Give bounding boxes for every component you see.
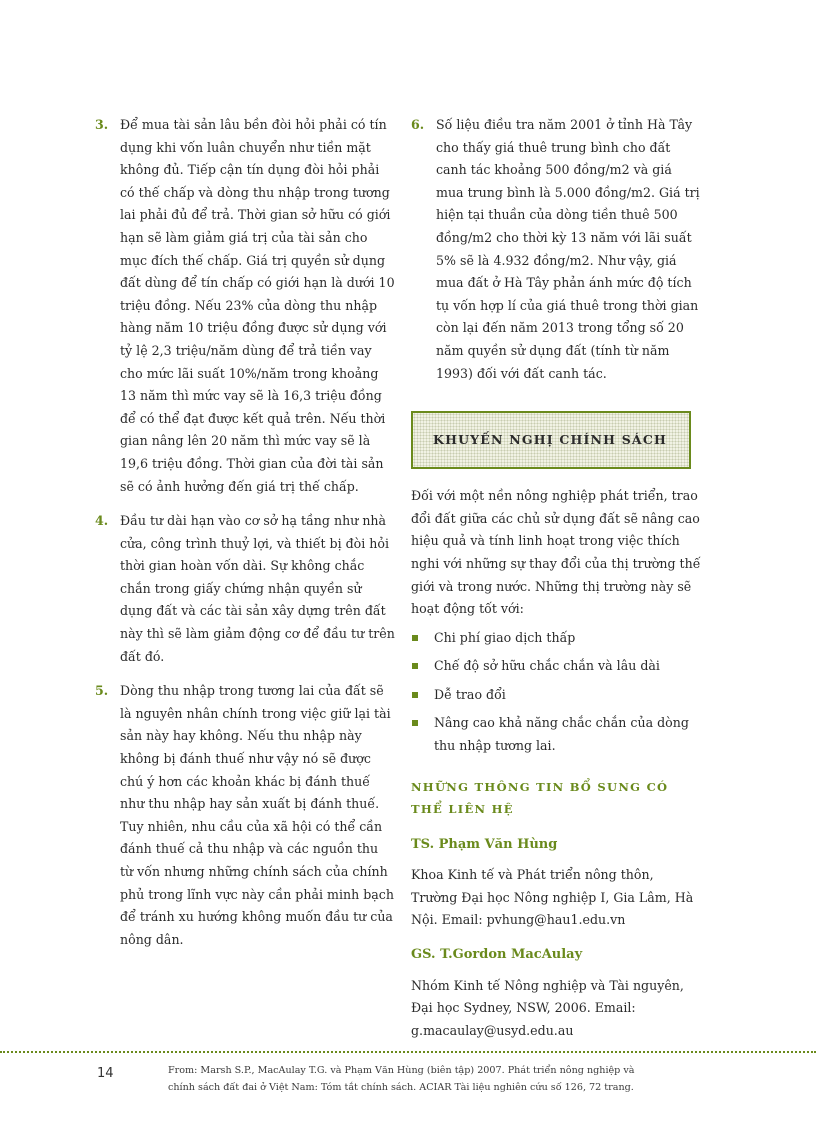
left-column: [95, 114, 395, 963]
recommendation-intro: Đối với một nền nông nghiệp phát triển, trao đổi đất giữa các chủ sử dụng đất sẽ nâng cao hiệu quả và tính linh hoạt trong việc thích nghi với những sự thay đổi của thị trường thế giới và trong nước. Những thị trường này sẽ hoạt động tốt với:: [411, 488, 701, 617]
numbered-item-6: [411, 114, 701, 385]
contact-detail: Khoa Kinh tế và Phát triển nông thôn, Trường Đại học Nông nghiệp I, Gia Lâm, Hà Nội. Email: pvhung@hau1.edu.vn: [411, 867, 694, 928]
list-item-text: Nâng cao khả năng chắc chắn của dòng thu nhập tương lai.: [434, 715, 689, 754]
item-number: 3.: [95, 117, 109, 132]
right-column: [411, 114, 701, 1054]
footer-citation: From: Marsh S.P., MacAulay T.G. và Phạm Văn Hùng (biên tập) 2007. Phát triển nông nghiệp và chính sách đất đai ở Việt Nam: Tóm tắt chính sách. ACIAR Tài liệu nghiên cứu số 126, 72 trang.: [168, 1065, 635, 1093]
list-item-text: Chi phí giao dịch thấp: [434, 629, 576, 645]
numbered-item-5: [95, 680, 395, 951]
item-text: Dòng thu nhập trong tương lai của đất sẽ là nguyên nhân chính trong việc giữ lại tài sản này hay không. Nếu thu nhập này không bị đánh thuế như vậy nó sẽ được chú ý hơn các khoản khác bị đánh thuế như thu nhập hay sản xuất bị đánh thuế. Tuy nhiên, nhu cầu của xã hội có thể cần đánh thuế cả thu nhập và các nguồn thu từ vốn nhưng những chính sách của chính phủ trong lĩnh vực này cần phải minh bạch để tránh xu hướng không muốn đầu tư của nông dân.: [120, 683, 394, 947]
footer-divider: [0, 1051, 816, 1053]
page-number: 14: [97, 1066, 114, 1081]
square-bullet-icon: [412, 635, 418, 641]
item-text: Đầu tư dài hạn vào cơ sở hạ tầng như nhà cửa, công trình thuỷ lợi, và thiết bị đòi hỏi thời gian hoàn vốn dài. Sự không chắc chắn trong giấy chứng nhận quyền sử dụng đất và các tài sản xây dựng trên đất này thì sẽ làm giảm động cơ để đầu tư trên đất đó.: [120, 513, 395, 664]
list-item: [411, 712, 701, 757]
recommendation-list: [411, 627, 701, 758]
item-number: 4.: [95, 513, 109, 529]
square-bullet-icon: [412, 692, 418, 698]
item-number: 6.: [411, 117, 425, 132]
square-bullet-icon: [412, 720, 418, 726]
contact-name-gordon-macaulay: GS. T.Gordon MacAulay: [411, 947, 583, 963]
item-text: Số liệu điều tra năm 2001 ở tỉnh Hà Tây cho thấy giá thuê trung bình cho đất canh tác khoảng 500 đồng/m2 và giá mua trung bình là 5.000 đồng/m2. Giá trị hiện tại thuần của dòng tiền thuê 500 đồng/m2 cho thời kỳ 13 năm với lãi suất 5% sẽ là 4.932 đồng/m2. Như vậy, giá mua đất ở Hà Tây phản ánh mức độ tích tụ vốn hợp lí của giá thuê trong thời gian còn lại đến năm 2013 trong tổng số 20 năm quyền sử dụng đất (tính từ năm 1993) đối với đất canh tác.: [436, 117, 700, 381]
square-bullet-icon: [412, 663, 418, 669]
list-item: [411, 627, 701, 650]
list-item-text: Chế độ sở hữu chắc chắn và lâu dài: [434, 658, 660, 674]
list-item-text: Dễ trao đổi: [434, 686, 506, 702]
item-number: 5.: [95, 683, 109, 699]
contact-name-pham-van-hung: TS. Phạm Văn Hùng: [411, 836, 558, 852]
contacts-heading: NHỮNG THÔNG TIN BỔ SUNG CÓ THỂ LIÊN HỆ: [411, 779, 669, 816]
numbered-item-4: [95, 510, 395, 668]
policy-recommendation-title: KHUYẾN NGHỊ CHÍNH SÁCH: [433, 431, 667, 447]
policy-recommendation-box: [411, 411, 691, 469]
list-item: [411, 655, 701, 678]
contact-detail: Nhóm Kinh tế Nông nghiệp và Tài nguyên, Đại học Sydney, NSW, 2006. Email: g.macaulay@usyd.edu.au: [411, 977, 684, 1038]
numbered-item-3: [95, 114, 395, 498]
item-text: Để mua tài sản lâu bền đòi hỏi phải có tín dụng khi vốn luân chuyển như tiền mặt không đủ. Tiếp cận tín dụng đòi hỏi phải có thế chấp và dòng thu nhập trong tương lai phải đủ để trả. Thời gian sở hữu có giới hạn sẽ làm giảm giá trị của tài sản cho mục đích thế chấp. Giá trị quyền sử dụng đất dùng để tín chấp có giới hạn là dưới 10 triệu đồng. Nếu 23% của dòng thu nhập hàng năm 10 triệu đồng được sử dụng với tỷ lệ 2,3 triệu/năm dùng để trả tiền vay cho mức lãi suất 10%/năm trong khoảng 13 năm thì mức vay sẽ là 16,3 triệu đồng để có thể đạt được kết quả trên. Nếu thời gian nâng lên 20 năm thì mức vay sẽ là 19,6 triệu đồng. Thời gian của đời tài sản sẽ có ảnh hưởng đến giá trị thế chấp.: [120, 117, 395, 494]
list-item: [411, 684, 701, 707]
